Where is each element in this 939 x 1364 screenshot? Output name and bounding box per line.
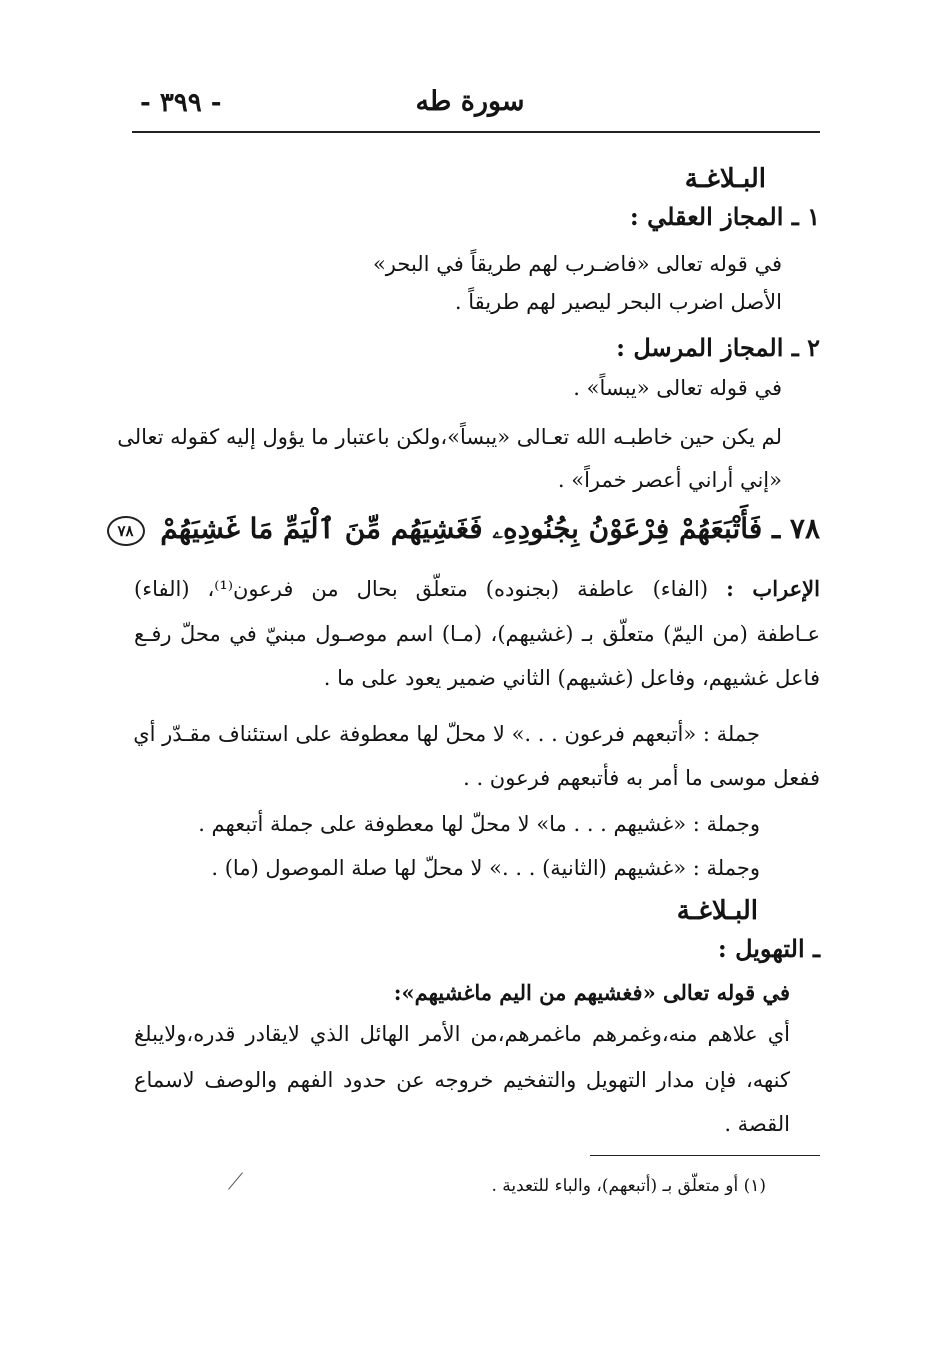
- section-heading-balagha: البـلاغـة: [684, 164, 766, 194]
- text-line: لم يكن حين خاطبـه الله تعـالى «يبساً»،ولكن باعتبار ما يؤول إليه كقوله تعالى: [117, 425, 782, 449]
- footnote-divider: [590, 1155, 820, 1156]
- page: [117, 0, 820, 1364]
- text-line: القصة .: [724, 1112, 790, 1136]
- page-header: [120, 86, 820, 126]
- jumla-line: وجملة : «غشيهم . . . ما» لا محلّ لها معطوفة على جملة أتبعهم .: [198, 812, 760, 836]
- text-line: في قوله تعالى «فغشيهم من اليم ماغشيهم»:: [393, 980, 790, 1005]
- header-divider: [132, 131, 820, 133]
- surah-title: سورة طه: [415, 86, 525, 117]
- irab-text: (الفاء) عاطفة (بجنوده) متعلّق بحال من فرعون⁽¹⁾، (الفاء): [134, 577, 709, 601]
- text-line: «إني أراني أعصر خمراً» .: [557, 468, 782, 492]
- text-line: الأصل اضرب البحر ليصير لهم طريقاً .: [454, 290, 782, 314]
- irab-line-3: فاعل غشيهم، وفاعل (غشيهم) الثاني ضمير يعود على ما .: [323, 666, 820, 690]
- quran-verse: [107, 512, 820, 546]
- jumla-line: جملة : «أتبعهم فرعون . . .» لا محلّ لها معطوفة على استئناف مقـدّر أي: [133, 722, 760, 746]
- text-line: أي علاهم منه،وغمرهم ماغمرهم،من الأمر الهائل الذي لايقادر قدره،ولايبلغ: [134, 1022, 790, 1046]
- text-line: في قوله تعالى «فاضـرب لهم طريقاً في البحر»: [372, 252, 782, 276]
- irab-line-1: [134, 576, 820, 601]
- verse-text: فَأَتْبَعَهُمْ فِرْعَوْنُ بِجُنُودِهِۦ فَغَشِيَهُم مِّنَ ٱلْيَمِّ مَا غَشِيَهُمْ: [160, 512, 763, 545]
- item-title-majaz-aqli: ١ ـ المجاز العقلي :: [629, 202, 820, 231]
- verse-number: ٧٨ ـ: [771, 512, 820, 545]
- jumla-line: وجملة : «غشيهم (الثانية) . . .» لا محلّ لها صلة الموصول (ما) .: [211, 856, 760, 880]
- irab-label: الإعراب :: [726, 576, 820, 601]
- irab-line-2: عـاطفة (من اليمّ) متعلّق بـ (غشيهم)، (مـا) اسم موصـول مبنيّ في محلّ رفـع: [134, 622, 820, 646]
- ayah-end-marker: ٧٨: [107, 516, 145, 546]
- footnote: (١) أو متعلّق بـ (أتبعهم)، والباء للتعدية .: [491, 1176, 766, 1196]
- item-title-tahwil: ـ التهويل :: [717, 934, 820, 963]
- section-heading-balagha-2: البـلاغـة: [676, 896, 758, 926]
- item-title-majaz-mursal: ٢ ـ المجاز المرسل :: [616, 333, 820, 362]
- text-line: في قوله تعالى «يبساً» .: [573, 376, 782, 400]
- page-number: - ٣٩٩ -: [140, 88, 222, 118]
- jumla-line: ففعل موسى ما أمر به فأتبعهم فرعون . .: [463, 766, 820, 790]
- text-line: كنهه، فإن مدار التهويل والتفخيم خروجه عن حدود الفهم والوصف لاسماع: [134, 1068, 790, 1092]
